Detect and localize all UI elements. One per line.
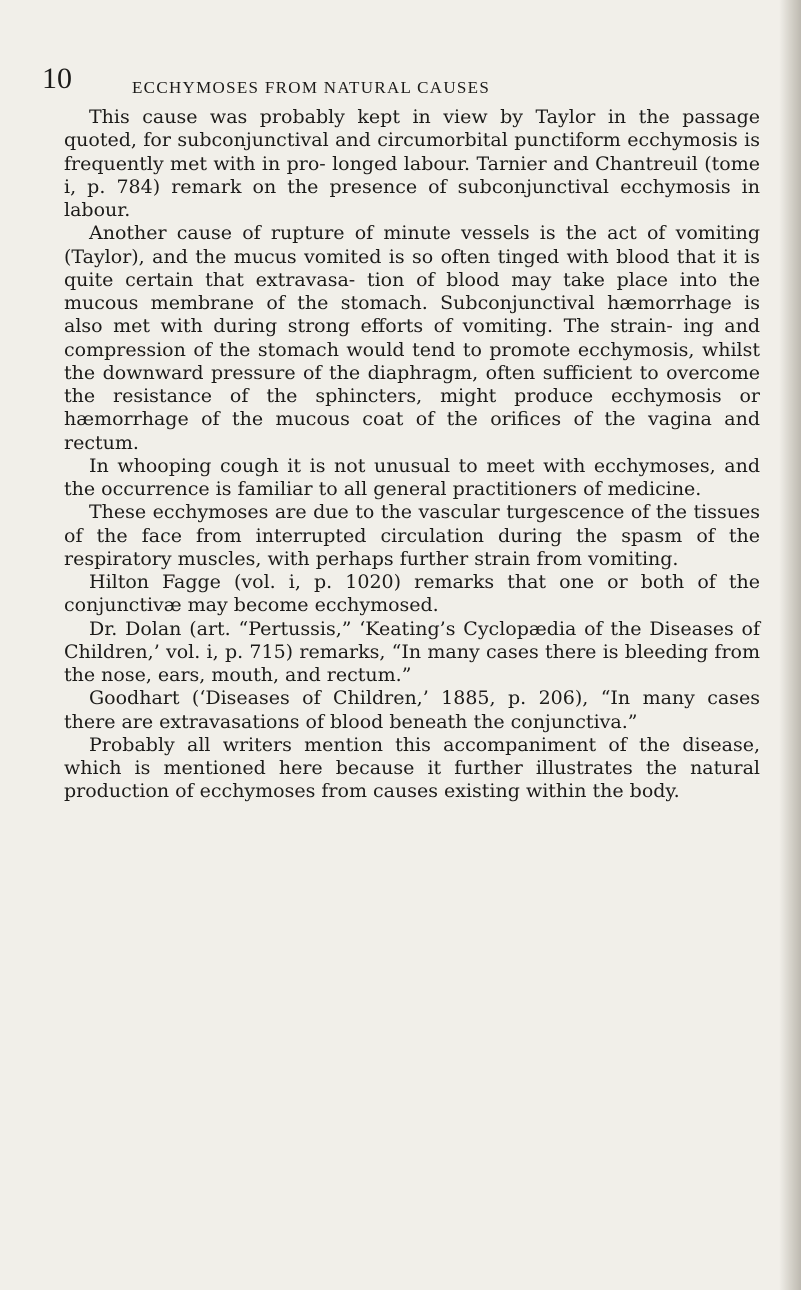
page-edge-shadow	[779, 0, 801, 1290]
paragraph-vascular-turgescence: These ecchymoses are due to the vascular turgescence of the tissues of the face from interrupted circulation during the spasm of the respiratory muscles, with perhaps further strain from vomiting.	[64, 501, 760, 570]
paragraph-whooping-cough: In whooping cough it is not unusual to meet with ecchymoses, and the occurrence is familiar to all general practitioners of medicine.	[64, 454, 760, 500]
paragraph-dolan: Dr. Dolan (art. “Pertussis,” ‘Keating’s Cyclopædia of the Diseases of Children,’ vol. i, p. 715) remarks, “In many cases there is bleeding from the nose, ears, mouth, and rectum.”	[64, 617, 760, 686]
body-text	[64, 106, 760, 804]
paragraph-labour: This cause was probably kept in view by Taylor in the passage quoted, for subconjunctival and circumorbital punctiform ecchymosis is frequently met with in pro- longed labour. Tarnier and Chantreuil (tome i, p. 784) remark on the presence of subconjunctival ecchymosis in labour.	[64, 106, 760, 221]
running-head: ECCHYMOSES FROM NATURAL CAUSES	[132, 78, 491, 97]
paragraph-vomiting: Another cause of rupture of minute vessels is the act of vomiting (Taylor), and the mucus vomited is so often tinged with blood that it is quite certain that extravasa- tion of blood may take place into the mucous membrane of the stomach. Subconjunctival hæmorrhage is also met with during strong efforts of vomiting. The strain- ing and compression of the stomach would tend to promote ecchymosis, whilst the downward pressure of the diaphragm, often sufficient to overcome the resistance of the sphincters, might produce ecchymosis or hæmorrhage of the mucous coat of the orifices of the vagina and rectum.	[64, 222, 760, 454]
paragraph-hilton-fagge: Hilton Fagge (vol. i, p. 1020) remarks that one or both of the conjunctivæ may become ecchymosed.	[64, 571, 760, 617]
page-number: 10	[42, 62, 72, 95]
paragraph-conclusion: Probably all writers mention this accompaniment of the disease, which is mentioned here because it further illustrates the natural production of ecchymoses from causes existing within the body.	[64, 733, 760, 803]
paragraph-goodhart: Goodhart (‘Diseases of Children,’ 1885, p. 206), “In many cases there are extravasations of blood beneath the conjunctiva.”	[64, 687, 760, 733]
